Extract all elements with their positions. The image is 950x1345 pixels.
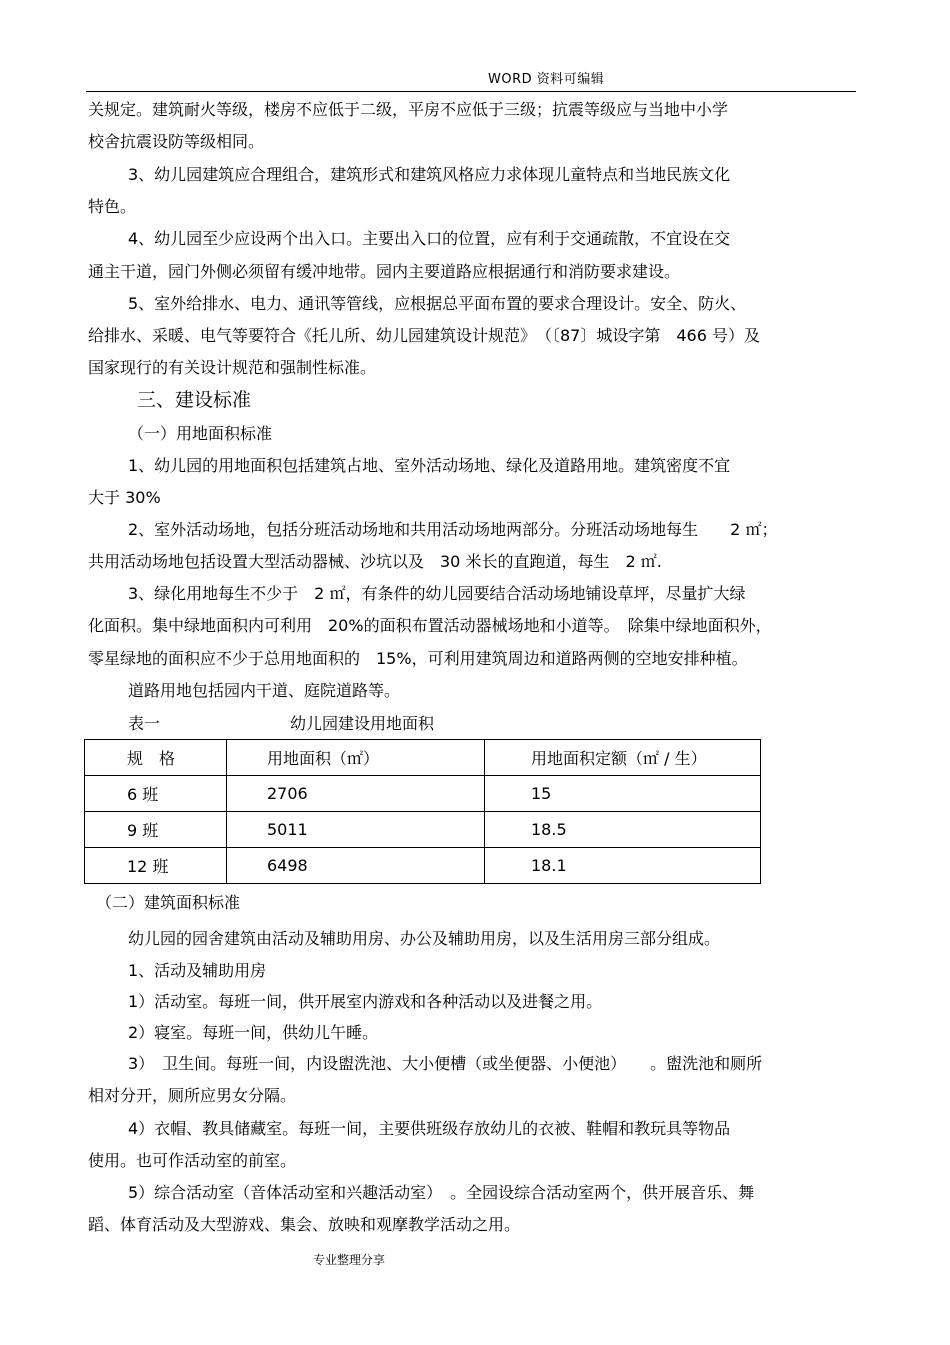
text-line: 通主干道，园门外侧必须留有缓冲地带。园内主要道路应根据通行和消防要求建设。 — [88, 262, 681, 281]
table-cell: 2706 — [227, 776, 485, 812]
land-area-table — [84, 739, 761, 884]
table-cell: 6 班 — [85, 776, 227, 812]
table-row — [85, 848, 761, 884]
page-footer: 专业整理分享 — [313, 1253, 386, 1267]
table-cell: 9 班 — [85, 812, 227, 848]
table-cell: 6498 — [227, 848, 485, 884]
table-cell: 15 — [485, 776, 761, 812]
table-title: 幼儿园建设用地面积 — [290, 714, 435, 733]
text-line: 化面积。集中绿地面积内可利用 20%的面积布置活动器械场地和小道等。 除集中绿地面积外， — [88, 616, 772, 635]
text-line: 4、幼儿园至少应设两个出入口。主要出入口的位置，应有利于交通疏散，不宜设在交 — [128, 229, 731, 248]
text-line: 关规定。建筑耐火等级，楼房不应低于二级，平房不应低于三级；抗震等级应与当地中小学 — [88, 100, 729, 119]
text-line: 蹈、体育活动及大型游戏、集会、放映和观摩教学活动之用。 — [88, 1215, 521, 1234]
subsection-heading: （二）建筑面积标准 — [96, 893, 241, 912]
page-header — [0, 68, 950, 88]
table-label: 表一 — [128, 714, 161, 733]
table-header-cell: 用地面积（㎡） — [227, 740, 485, 776]
text-line: 特色。 — [88, 197, 137, 216]
header-text: WORD 资料可编辑 — [488, 72, 605, 87]
section-heading: 三、建设标准 — [137, 389, 252, 411]
table-header-row — [85, 740, 761, 776]
text-line: 3） 卫生间。每班一间，内设盥洗池、大小便槽（或坐便器、小便池） 。盥洗池和厕所 — [128, 1054, 763, 1073]
text-line: 相对分开，厕所应男女分隔。 — [88, 1086, 297, 1105]
table-cell: 5011 — [227, 812, 485, 848]
table-cell: 18.1 — [485, 848, 761, 884]
text-line: 4）衣帽、教具储藏室。每班一间，主要供班级存放幼儿的衣被、鞋帽和教玩具等物品 — [128, 1119, 731, 1138]
text-line: 1、幼儿园的用地面积包括建筑占地、室外活动场地、绿化及道路用地。建筑密度不宜 — [128, 456, 731, 475]
text-line: 使用。也可作活动室的前室。 — [88, 1151, 297, 1170]
text-line: 1）活动室。每班一间，供开展室内游戏和各种活动以及进餐之用。 — [128, 992, 603, 1011]
table-cell: 18.5 — [485, 812, 761, 848]
table-header-cell: 用地面积定额（㎡ / 生） — [485, 740, 761, 776]
table-row — [85, 812, 761, 848]
text-line: 2、室外活动场地，包括分班活动场地和共用活动场地两部分。分班活动场地每生 2 ㎡； — [128, 520, 778, 539]
text-line: 5、室外给排水、电力、通讯等管线，应根据总平面布置的要求合理设计。安全、防火、 — [128, 294, 747, 313]
text-line: 校舍抗震设防等级相同。 — [88, 132, 265, 151]
text-line: 3、幼儿园建筑应合理组合，建筑形式和建筑风格应力求体现儿童特点和当地民族文化 — [128, 165, 731, 184]
table-cell: 12 班 — [85, 848, 227, 884]
text-line: 国家现行的有关设计规范和强制性标准。 — [88, 358, 377, 377]
text-line: 道路用地包括园内干道、庭院道路等。 — [128, 681, 401, 700]
text-line: 1、活动及辅助用房 — [128, 961, 267, 980]
table-row — [85, 776, 761, 812]
text-line: 给排水、采暖、电气等要符合《托儿所、幼儿园建筑设计规范》 （〔87〕城设字第 466 号）及 — [88, 326, 760, 345]
text-line: 3、绿化用地每生不少于 2 ㎡，有条件的幼儿园要结合活动场地铺设草坪，尽量扩大绿 — [128, 584, 746, 603]
subsection-heading: （一）用地面积标准 — [128, 424, 273, 443]
header-rule — [86, 91, 856, 92]
text-line: 共用活动场地包括设置大型活动器械、沙坑以及 30 米长的直跑道，每生 2 ㎡. — [88, 552, 662, 571]
text-line: 5）综合活动室（音体活动室和兴趣活动室） 。全园设综合活动室两个，供开展音乐、舞 — [128, 1183, 755, 1202]
table-header-cell: 规 格 — [85, 740, 227, 776]
text-line: 2）寝室。每班一间，供幼儿午睡。 — [128, 1023, 379, 1042]
text-line: 大于 30% — [88, 488, 161, 507]
text-line: 零星绿地的面积应不少于总用地面积的 15%，可利用建筑周边和道路两侧的空地安排种植。 — [88, 649, 748, 668]
text-line: 幼儿园的园舍建筑由活动及辅助用房、办公及辅助用房，以及生活用房三部分组成。 — [128, 929, 721, 948]
